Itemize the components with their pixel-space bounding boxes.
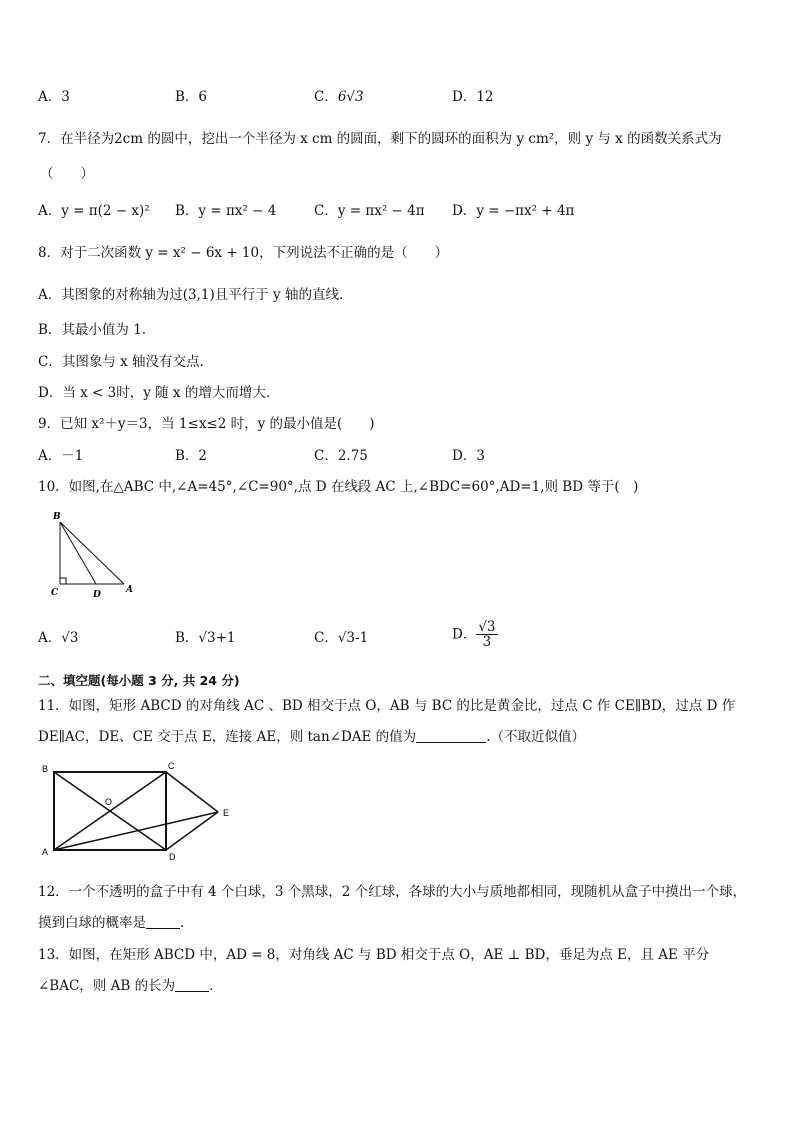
section-2-title: 二、填空题(每小题 3 分, 共 24 分)	[38, 673, 240, 688]
q6-option-c-prefix: C．	[314, 89, 338, 105]
q10-option-d	[452, 620, 498, 649]
q8-option-c: C．其图象与 x 轴没有交点.	[38, 354, 204, 370]
q11-line-2-suffix: .（不取近似值）	[486, 729, 585, 745]
q10-option-d-fraction	[476, 620, 497, 649]
q8-option-b: B．其最小值为 1.	[38, 322, 147, 338]
q11-label-a: A	[42, 847, 49, 857]
q9-option-b: B．2	[175, 448, 208, 464]
q10-option-d-denominator: 3	[482, 634, 492, 650]
q7-stem: 7．在半径为2cm 的圆中，挖出一个半径为 x cm 的圆面，剩下的圆环的面积为 y cm²，则 y 与 x 的函数关系式为	[38, 131, 722, 147]
q8-option-d: D．当 x < 3时，y 随 x 的增大而增大.	[38, 385, 271, 401]
q10-option-d-prefix: D．	[452, 626, 477, 643]
q6-option-a: A．3	[38, 89, 70, 105]
q10-side-ba	[60, 522, 124, 584]
q7-paren: （ ）	[40, 166, 94, 182]
q7-option-d: D．y = −πx² + 4π	[452, 203, 575, 219]
q11-segment-ce	[166, 772, 218, 812]
q6-option-c-math: 6√3	[337, 89, 364, 105]
q12-line-1: 12．一个不透明的盒子中有 4 个白球，3 个黑球，2 个红球，各球的大小与质地都相同，现随机从盒子中摸出一个球，	[38, 884, 747, 900]
q11-segment-ae	[54, 812, 218, 850]
q13-line-1: 13．如图，在矩形 ABCD 中，AD = 8，对角线 AC 与 BD 相交于点 O，AE ⊥ BD，垂足为点 E，且 AE 平分	[38, 947, 710, 963]
q11-line-2-text: DE∥AC，DE、CE 交于点 E，连接 AE，则 tan∠DAE 的值为	[38, 729, 417, 745]
q10-option-d-numerator: √3	[478, 619, 496, 635]
q10-option-a: A．√3	[38, 630, 79, 646]
q13-answer-blank[interactable]	[175, 977, 209, 992]
q13-line-2-text: ∠BAC，则 AB 的长为	[38, 978, 176, 994]
q9-option-d: D．3	[452, 448, 485, 464]
q10-label-b: B	[53, 512, 61, 522]
q9-stem: 9．已知 x²＋y＝3，当 1≤x≤2 时，y 的最小值是( )	[38, 416, 375, 432]
q10-segment-bd	[60, 522, 96, 584]
q6-option-b: B．6	[175, 89, 208, 105]
q12-line-2	[38, 914, 184, 932]
q7-option-c: C．y = πx² − 4π	[314, 203, 425, 219]
q10-option-c: C．√3-1	[314, 630, 369, 646]
q10-label-d: D	[93, 590, 101, 600]
q11-rectangle-figure	[36, 760, 246, 864]
q10-stem: 10．如图,在△ABC 中,∠A=45°,∠C=90°,点 D 在线段 AC 上,∠BDC=60°,AD=1,则 BD 等于( )	[38, 479, 639, 495]
q10-triangle-figure	[44, 508, 144, 600]
q6-option-c	[314, 88, 364, 106]
q13-line-2-suffix: .	[209, 978, 214, 994]
q11-label-e: E	[223, 808, 230, 818]
q10-label-a: A	[126, 585, 133, 595]
q11-line-2	[38, 728, 585, 746]
q7-option-b: B．y = πx² − 4	[175, 203, 277, 219]
q9-option-c: C．2.75	[314, 448, 368, 464]
q10-right-angle-mark	[60, 578, 66, 584]
q8-option-a: A．其图象的对称轴为过(3,1)且平行于 y 轴的直线.	[38, 287, 344, 303]
q12-line-2-suffix: .	[180, 915, 185, 931]
q11-answer-blank[interactable]	[416, 728, 486, 743]
q12-line-2-text: 摸到白球的概率是	[38, 915, 146, 931]
q11-label-c: C	[168, 761, 175, 771]
q11-line-1: 11．如图，矩形 ABCD 的对角线 AC 、BD 相交于点 O，AB 与 BC 的比是黄金比，过点 C 作 CE∥BD，过点 D 作	[38, 698, 736, 714]
q13-line-2	[38, 977, 213, 995]
q9-option-a: A．－1	[38, 448, 84, 464]
q10-label-c: C	[51, 588, 59, 598]
q7-option-a: A．y = π(2 − x)²	[38, 203, 150, 219]
q12-answer-blank[interactable]	[146, 914, 180, 929]
q8-stem: 8．对于二次函数 y = x² − 6x + 10，下列说法不正确的是（ ）	[38, 245, 449, 261]
q6-option-d: D．12	[452, 89, 494, 105]
q11-label-o: O	[105, 797, 113, 807]
q11-label-b: B	[42, 764, 49, 774]
q11-label-d: D	[169, 852, 176, 862]
q10-option-b: B．√3+1	[175, 630, 236, 646]
